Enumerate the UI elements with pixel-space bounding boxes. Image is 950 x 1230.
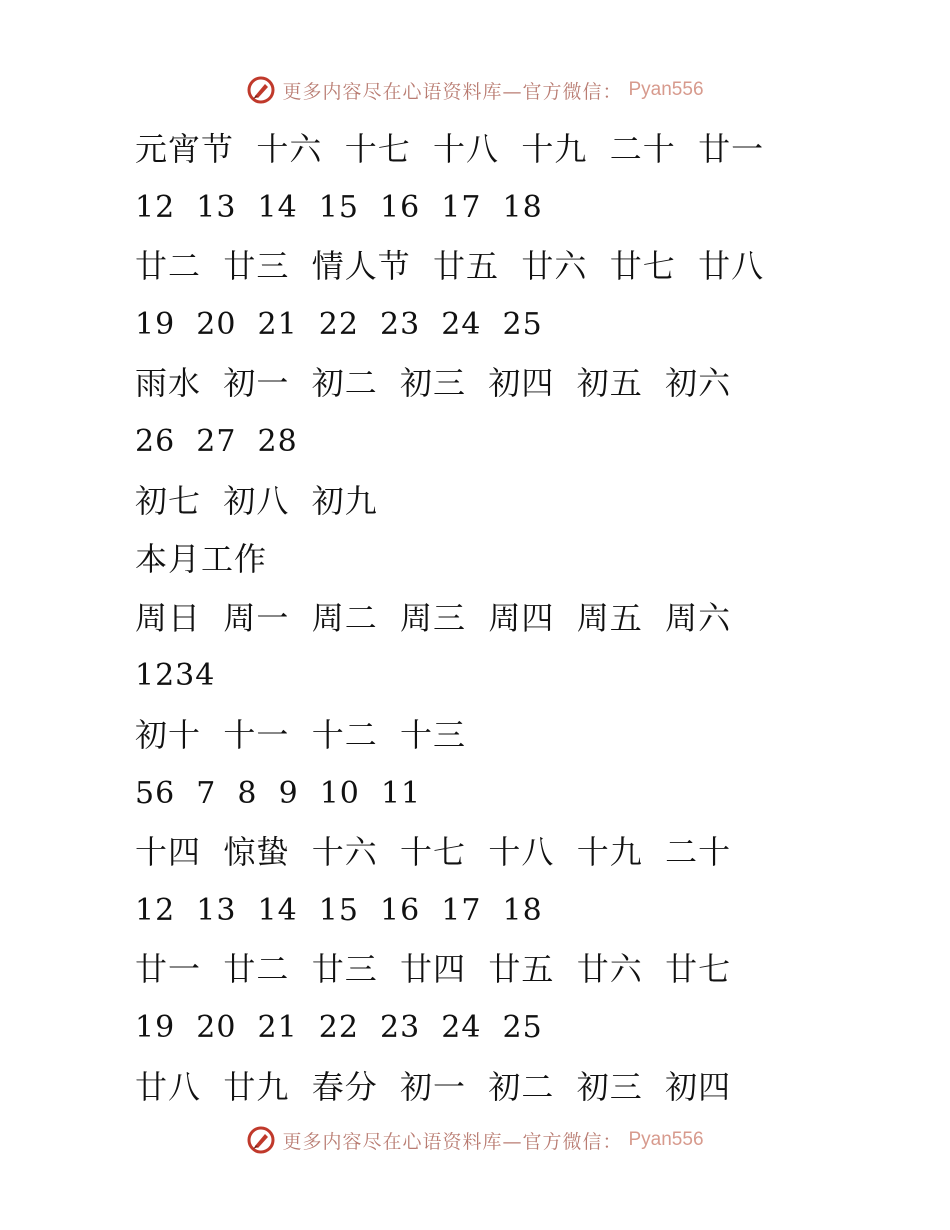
number-line: 56 7 8 9 10 11 [135,775,422,811]
text-line: 初十 十一 十二 十三 [135,715,467,754]
text-line: 十四 惊蛰 十六 十七 十八 十九 二十 [135,833,732,872]
banner-text: 更多内容尽在心语资料库—官方微信： [282,1130,623,1153]
banner-text: 更多内容尽在心语资料库—官方微信： [282,80,623,103]
number-line: 12 13 14 15 16 17 18 [135,892,543,928]
number-line: 19 20 21 22 23 24 25 [135,306,543,342]
text-line: 雨水 初一 初二 初三 初四 初五 初六 [135,364,732,403]
pen-nib-logo-icon [246,1125,276,1155]
text-line: 元宵节 十六 十七 十八 十九 二十 廿一 [135,130,765,168]
text-line: 廿八 廿九 春分 初一 初二 初三 初四 [135,1067,732,1106]
section-title: 本月工作 [135,540,268,579]
pen-nib-logo-icon [246,75,276,105]
number-line: 1234 [135,658,216,694]
text-line: 初七 初八 初九 [135,481,378,520]
text-line: 廿一 廿二 廿三 廿四 廿五 廿六 廿七 [135,950,732,989]
text-line: 廿二 廿三 情人节 廿五 廿六 廿七 廿八 [135,247,765,286]
number-line: 26 27 28 [135,423,298,459]
page-header-banner [0,70,950,110]
banner-wechat-id: Pyan556 [628,1129,704,1150]
calendar-text-body [135,120,835,1116]
weekday-header-line: 周日 周一 周二 周三 周四 周五 周六 [135,598,732,637]
number-line: 12 13 14 15 16 17 18 [135,189,543,225]
banner-wechat-id: Pyan556 [628,79,704,100]
page-footer-banner [0,1120,950,1160]
number-line: 19 20 21 22 23 24 25 [135,1009,543,1045]
